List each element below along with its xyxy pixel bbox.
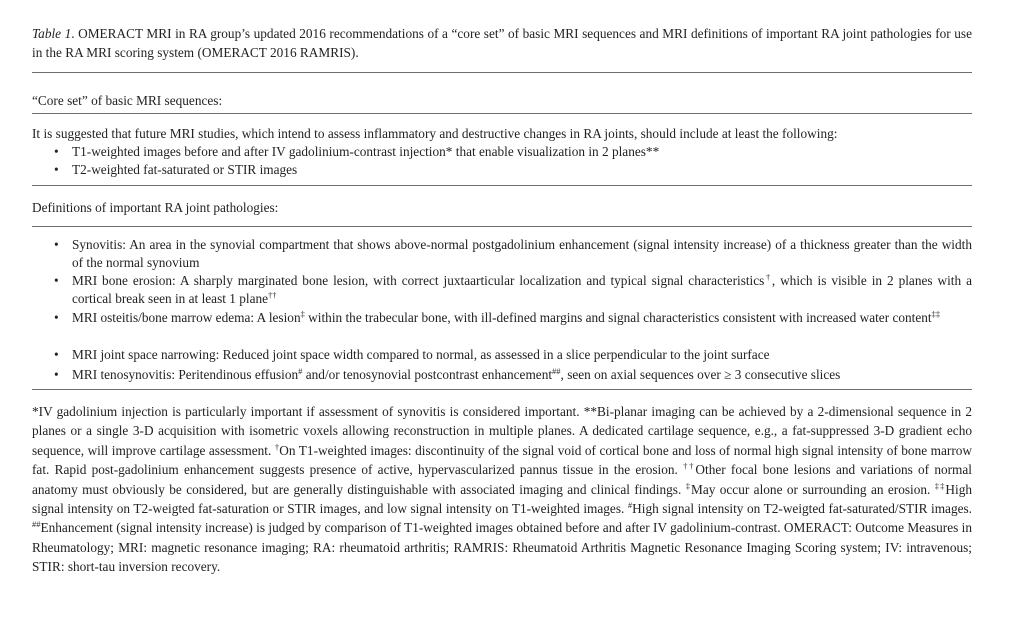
table-footnotes: *IV gadolinium injection is particularly important if assessment of synovitis is considered important. **Bi-planar imaging can be achieved by a 2-dimensional sequence in 2 planes or a single 3-D acquisition with isometric voxels allowing reconstruction in multiple planes. A dedicated cartilage sequence, e.g., a fat-suppressed 3-D gradient echo sequence, will improve cartilage assessment. †On T1-weighted images: discontinuity of the signal void of cortical bone and loss of normal high signal intensity of bone marrow fat. Rapid post-gadolinium enhancement suggests presence of active, hypervascularized pannus tissue in the erosion. ††Other focal bone lesions and variations of normal anatomy must obviously be considered, but are generally distinguishable with associated imaging and clinical findings. ‡May occur alone or surrounding an erosion. ‡‡High signal intensity on T2-weigted fat-saturation or STIR images, and low signal intensity on T1-weighted images. #High signal intensity on T2-weigted fat-saturated/STIR images. ##Enhancement (signal intensity increase) is judged by comparison of T1-weighted images obtained before and after IV gadolinium-contrast. OMERACT: Outcome Measures in Rheumatology; MRI: magnetic resonance imaging; RA: rheumatoid arthritis; RAMRIS: Rheumatoid Arthritis Magnetic Resonance Imaging Scoring system; IV: intravenous; STIR: short-tau inversion recovery. [32,404,973,575]
bullet-icon: • [54,144,59,159]
bullet-icon: • [54,162,59,177]
bottom-rule [32,389,972,390]
list-item: • T1-weighted images before and after IV gadolinium-contrast injection* that enable visualization in 2 planes** [54,144,660,159]
bullet-icon: • [54,237,59,252]
table-label: Table 1 [32,26,72,41]
divider [32,113,972,114]
list-item: • MRI osteitis/bone marrow edema: A lesion‡ within the trabecular bone, with ill-defined margins and signal characteristics consistent with increased water content‡‡ [54,309,941,325]
list-item: • MRI bone erosion: A sharply marginated bone lesion, with correct juxtaarticular localization and typical signal characteristics†, which is visible in 2 planes with a cortical break seen in at least 1 plane†† [54,272,972,306]
list-item: • Synovitis: An area in the synovial compartment that shows above-normal postgadolinium enhancement (signal intensity increase) of a thickness greater than the width of the normal synovium [54,237,972,270]
table-caption [32,24,972,62]
bullet-icon: • [54,310,59,325]
list-item: • MRI tenosynovitis: Peritendinous effusion# and/or tenosynovial postcontrast enhancement##, seen on axial sequences over ≥ 3 consecutive slices [54,366,841,382]
top-rule [32,72,972,73]
bullet-icon: • [54,367,59,382]
list-item: • T2-weighted fat-saturated or STIR images [54,162,298,177]
bullet-icon: • [54,347,59,362]
divider [32,226,972,227]
caption-text: . OMERACT MRI in RA group’s updated 2016 recommendations of a “core set” of basic MRI sequences and MRI definitions of important RA joint pathologies for use in the RA MRI scoring system (OMERACT 2016 RAMRIS). [32,26,972,60]
list-item: • MRI joint space narrowing: Reduced joint space width compared to normal, as assessed in a slice perpendicular to the joint surface [54,347,770,362]
core-set-heading: “Core set” of basic MRI sequences: [32,93,223,108]
core-set-intro: It is suggested that future MRI studies, which intend to assess inflammatory and destructive changes in RA joints, should include at least the following: [32,126,838,141]
definitions-heading: Definitions of important RA joint pathologies: [32,200,279,215]
divider [32,185,972,186]
bullet-icon: • [54,273,59,288]
